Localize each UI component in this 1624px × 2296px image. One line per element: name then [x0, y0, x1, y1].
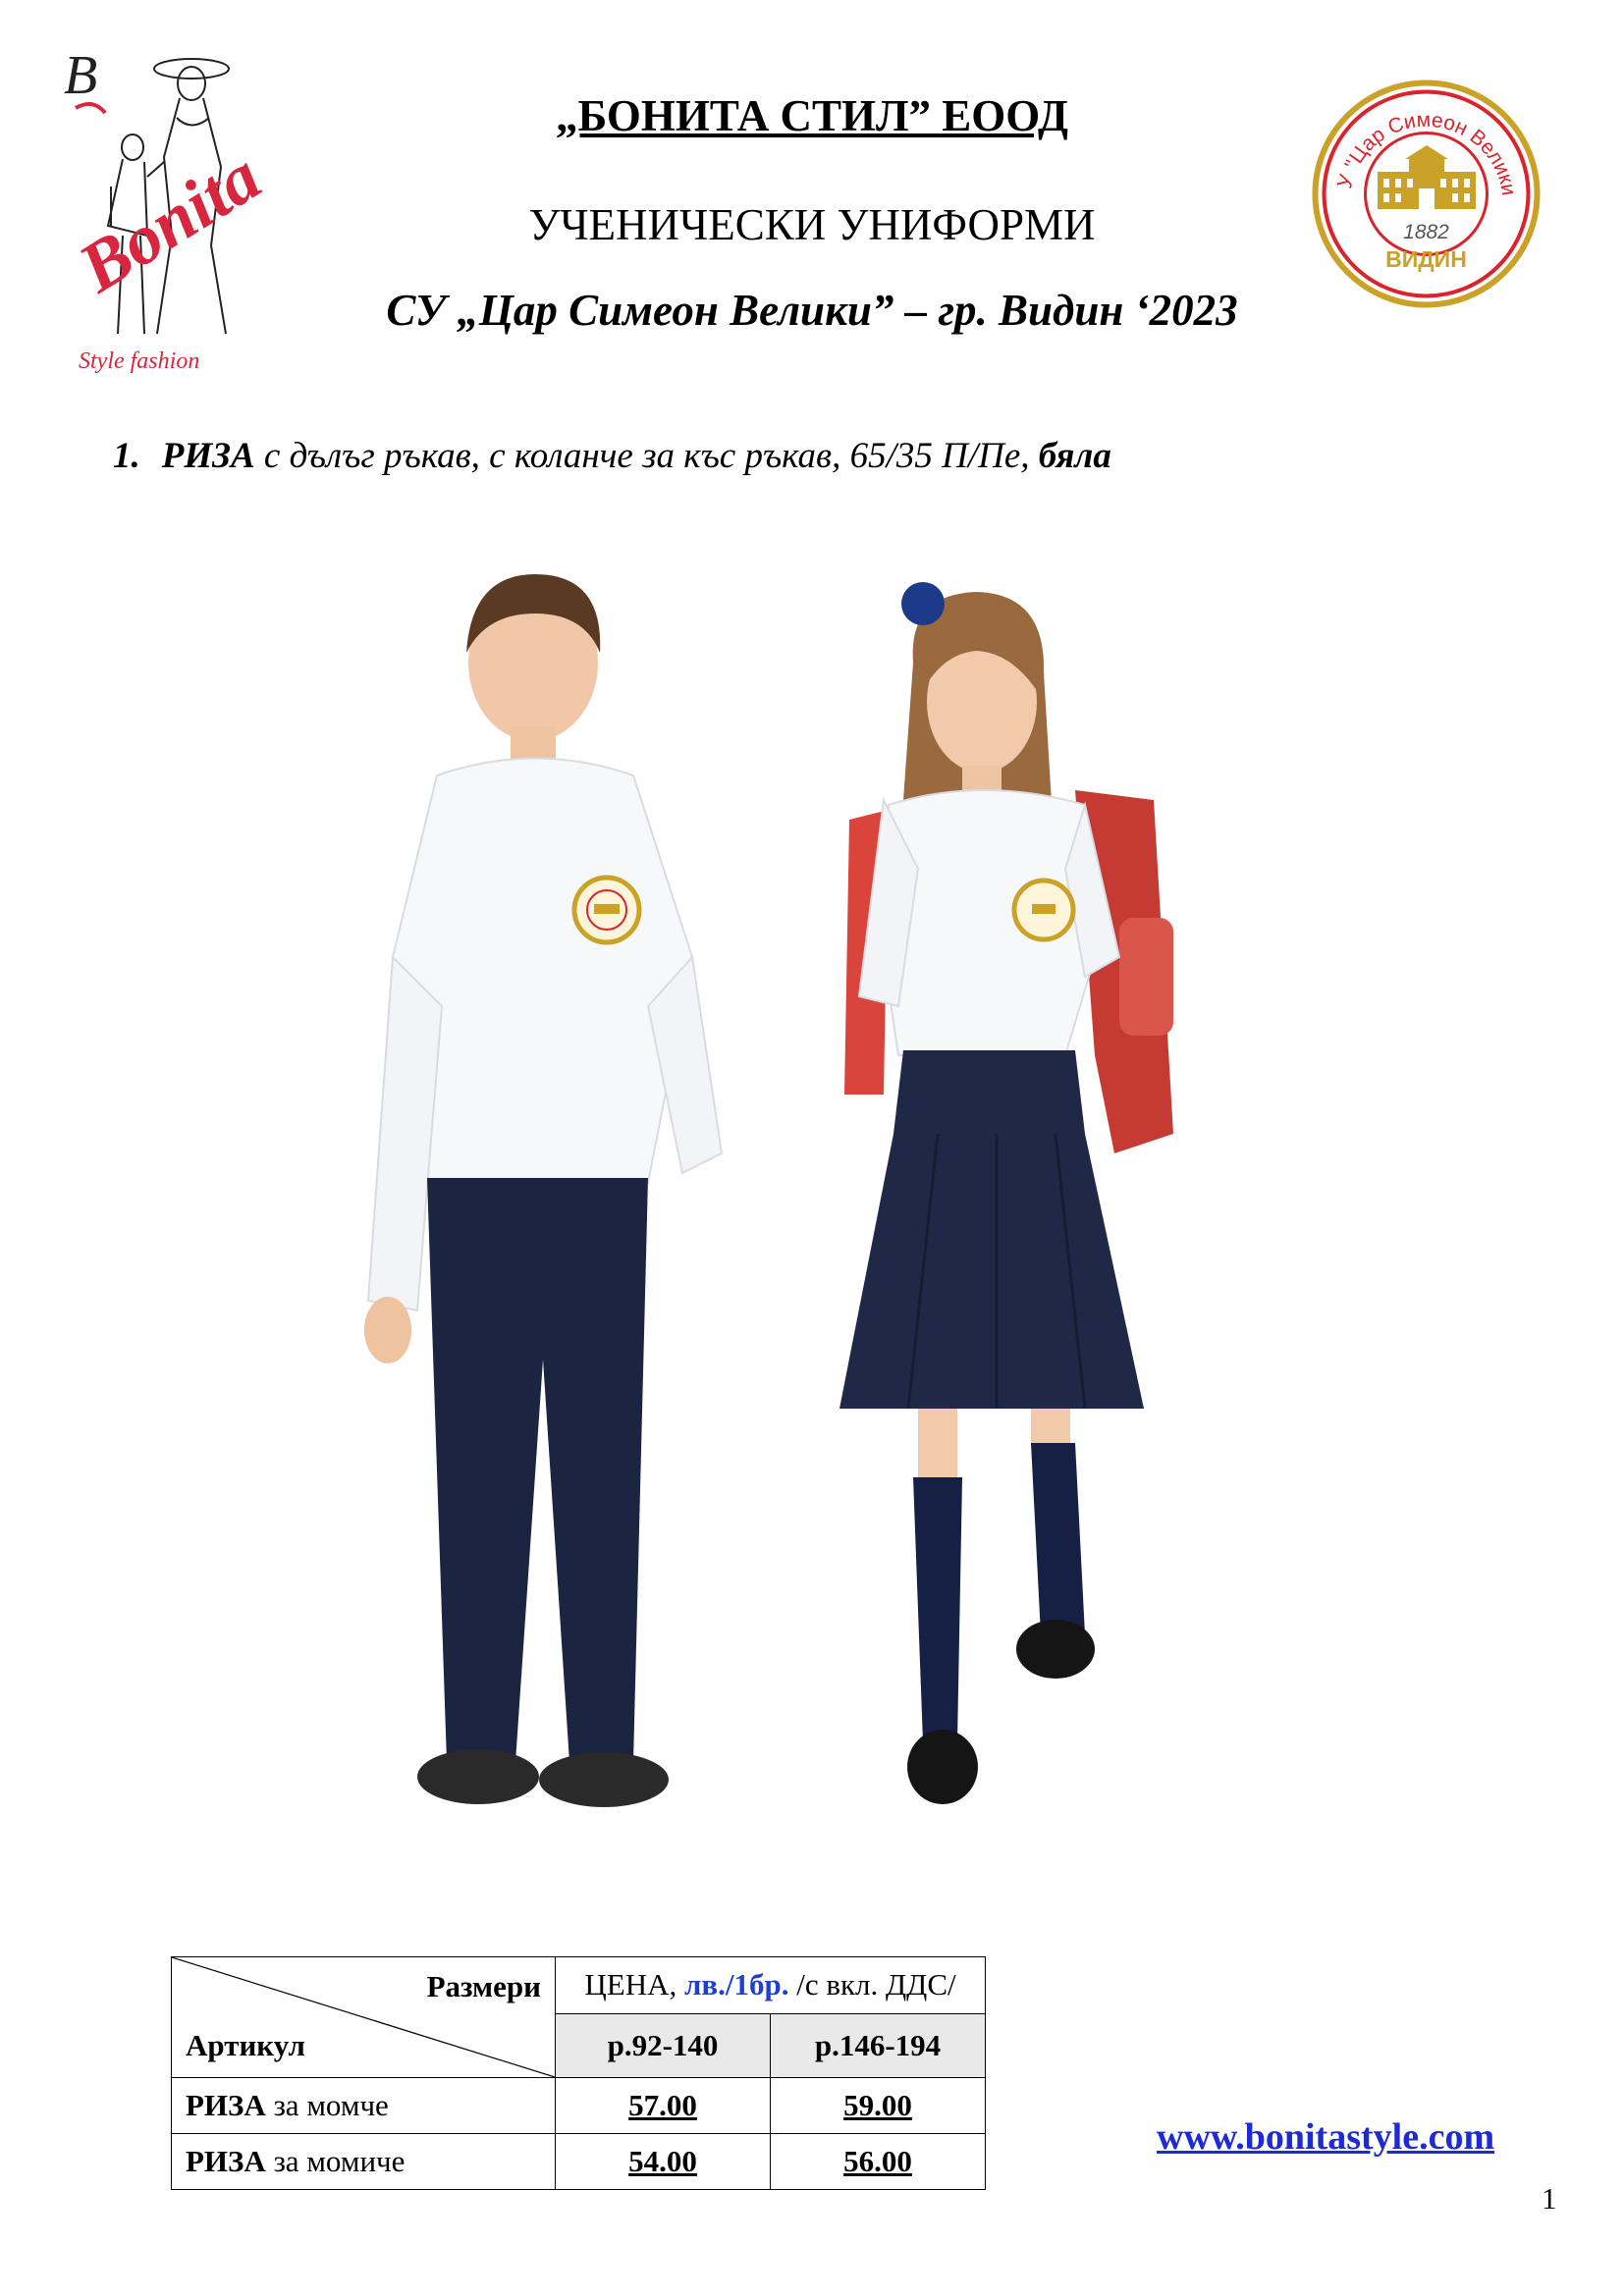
logo-tagline: Style fashion: [79, 348, 200, 374]
size-header: р.146-194: [771, 2013, 986, 2077]
price-cell: 59.00: [771, 2078, 986, 2134]
price-cell: 56.00: [771, 2134, 986, 2190]
svg-text:B: B: [64, 45, 98, 106]
table-row: [172, 2078, 986, 2134]
item-heading: [113, 435, 1111, 477]
company-name: „БОНИТА СТИЛ” ЕООД: [555, 91, 1068, 140]
article-cell: [172, 2134, 556, 2190]
price-unit: лв./1бр.: [683, 1967, 789, 2002]
item-description: с дълъг ръкав, с коланче за къс ръкав, 65/35 П/Пе,: [254, 436, 1039, 476]
table-row: [172, 2134, 986, 2190]
item-number: 1.: [113, 436, 140, 476]
svg-text:СУ "Цар Симеон Велики": У "Цар Симеон Велики: [1333, 108, 1521, 197]
price-header: [556, 1957, 986, 2014]
seal-year: 1882: [1403, 221, 1449, 243]
website-link[interactable]: www.bonitastyle.com: [1157, 2116, 1495, 2158]
page-number: 1: [1542, 2181, 1557, 2216]
price-cell: 54.00: [556, 2134, 771, 2190]
price-prefix: ЦЕНА,: [584, 1967, 684, 2002]
size-header: р.92-140: [556, 2013, 771, 2077]
article-name: РИЗА: [186, 2088, 266, 2122]
seal-city: ВИДИН: [1385, 246, 1467, 272]
school-line: СУ „Цар Симеон Велики” – гр. Видин ‘2023: [386, 286, 1238, 335]
article-detail: за момиче: [265, 2144, 406, 2178]
table-corner-header: [172, 1957, 556, 2078]
item-name: РИЗА: [161, 436, 255, 476]
document-subtitle: УЧЕНИЧЕСКИ УНИФОРМИ: [528, 200, 1096, 249]
price-cell: 57.00: [556, 2078, 771, 2134]
article-name: РИЗА: [186, 2144, 266, 2178]
logo-wordmark: Bonita: [65, 136, 274, 308]
article-header: Артикул: [186, 2028, 305, 2062]
article-detail: за момче: [265, 2088, 389, 2122]
article-cell: [172, 2078, 556, 2134]
sizes-header: Размери: [426, 1969, 541, 2003]
uniform-photo: [309, 545, 1281, 1890]
boy-figure: [364, 574, 722, 1807]
girl-figure: [839, 582, 1173, 1804]
item-color: бяла: [1038, 436, 1111, 476]
price-table: [171, 1956, 986, 2190]
price-suffix: /с вкл. ДДС/: [788, 1967, 956, 2002]
